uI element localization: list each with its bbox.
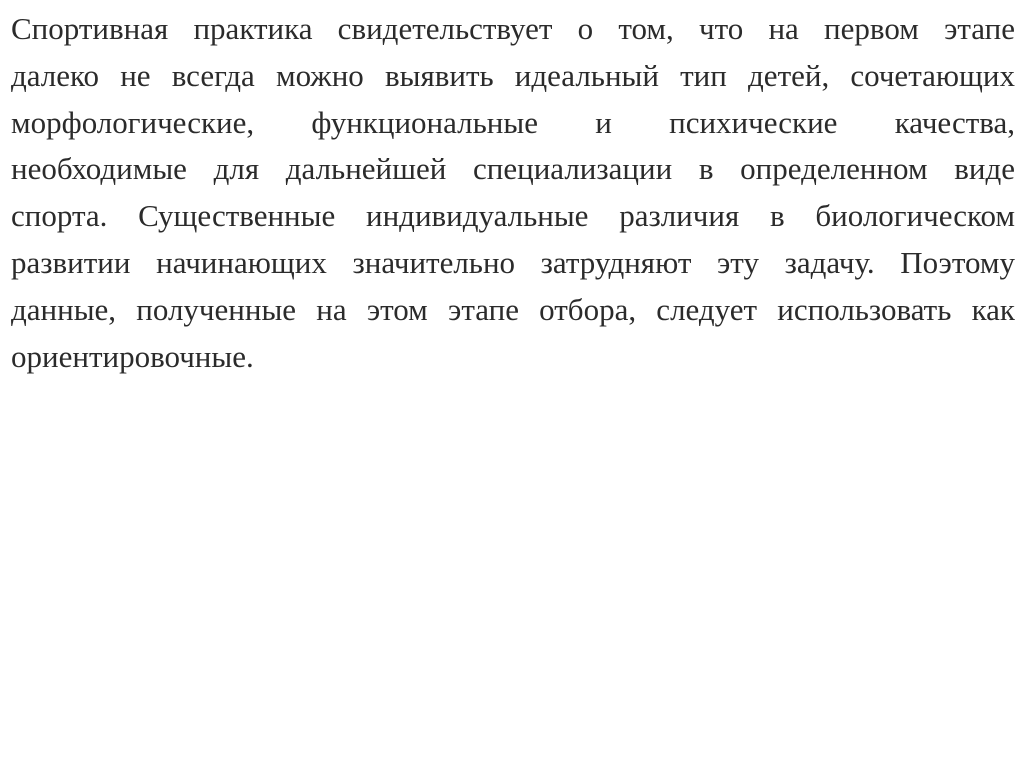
paragraph-line-6: развитии начинающих значительно затрудняют эту задачу. Поэтому <box>11 244 1015 280</box>
paragraph-line-3: морфологические, функциональные и психические качества, <box>11 104 1015 140</box>
paragraph-line-5: спорта. Существенные индивидуальные различия в биологическом <box>11 198 1015 234</box>
slide-paragraph <box>11 6 1015 380</box>
paragraph-line-4: необходимые для дальнейшей специализации в определенном виде <box>11 151 1015 187</box>
paragraph-line-7: данные, полученные на этом этапе отбора, следует использовать как <box>11 291 1015 327</box>
paragraph-line-1: Спортивная практика свидетельствует о том, что на первом этапе <box>11 11 1015 46</box>
paragraph-line-2: далеко не всегда можно выявить идеальный тип детей, сочетающих <box>11 57 1015 93</box>
paragraph-line-8: ориентировочные. <box>11 338 254 374</box>
